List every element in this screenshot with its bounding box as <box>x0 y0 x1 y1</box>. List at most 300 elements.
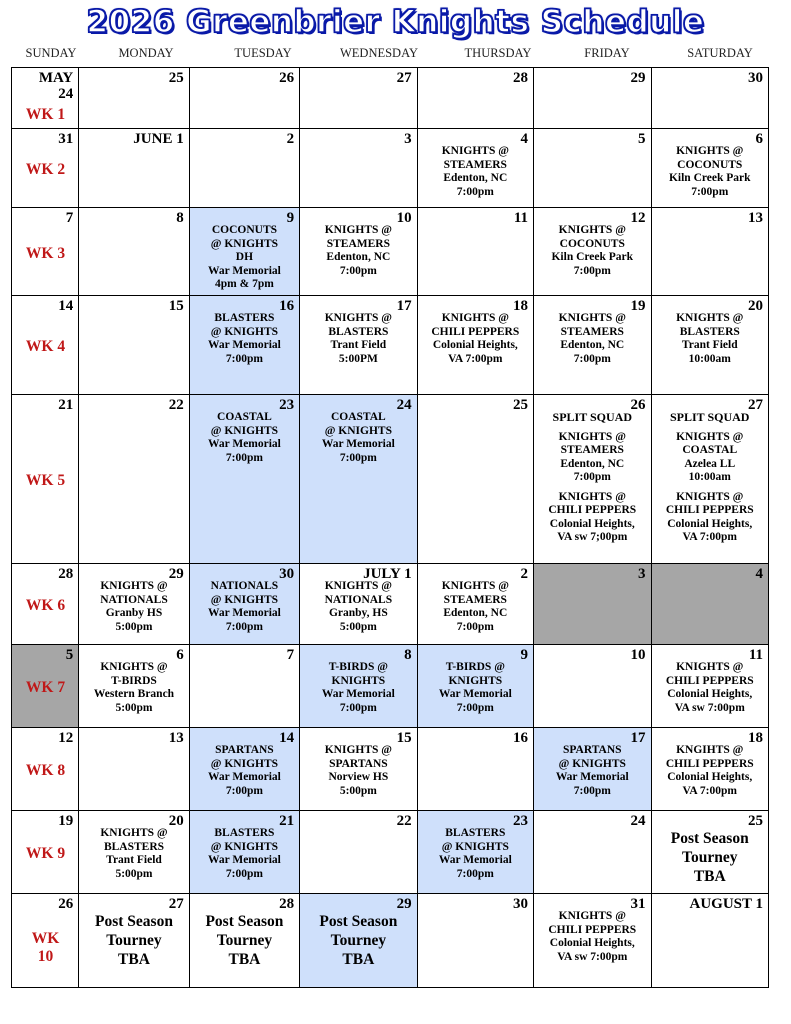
game-line: 4pm & 7pm <box>215 278 274 290</box>
day-cell <box>300 894 417 988</box>
week-row <box>12 564 769 645</box>
game-line: 7:00pm <box>339 264 377 277</box>
game-line: 5:00pm <box>115 701 153 714</box>
game-line: Tourney <box>216 932 273 949</box>
game-line: SPARTANS <box>562 744 622 756</box>
day-cell <box>651 894 769 988</box>
game-line: CHILI PEPPERS <box>548 923 637 936</box>
game-line: 7:00pm <box>456 185 494 198</box>
date-number: 30 <box>748 70 763 86</box>
day-cell <box>189 68 299 129</box>
game-line: 7:00pm <box>573 264 611 277</box>
day-cell <box>651 811 769 894</box>
game-line: Colonial Heights, <box>667 771 753 783</box>
game-info <box>418 564 533 634</box>
game-line: CHILI PEPPERS <box>665 504 754 516</box>
game-line: VA sw 7:00pm <box>557 950 628 963</box>
game-info <box>418 129 533 199</box>
week-label: WK 4 <box>25 338 66 355</box>
game-line: KNIGHTS @ <box>324 312 392 324</box>
date-number: 20 <box>748 298 763 314</box>
date-number: 21 <box>58 397 74 413</box>
game-line: War Memorial <box>438 688 512 700</box>
day-header-sunday: SUNDAY <box>25 46 77 60</box>
game-line: 7:00pm <box>691 185 729 198</box>
game-line: War Memorial <box>207 607 281 619</box>
game-line: @ KNIGHTS <box>210 424 279 437</box>
day-cell <box>417 645 533 728</box>
date-number: 10 <box>630 647 646 663</box>
date-number: 12 <box>630 210 646 226</box>
day-cell <box>300 296 417 395</box>
date-number: 31 <box>630 896 646 912</box>
game-line: KNIGHTS @ <box>558 490 626 503</box>
day-cell <box>12 728 79 811</box>
game-line: War Memorial <box>321 438 395 450</box>
date-number: 27 <box>396 70 412 86</box>
week-row <box>12 645 769 728</box>
game-line: Edenton, NC <box>560 457 625 470</box>
game-line: KNIGHTS @ <box>558 910 626 922</box>
game-line: CHILI PEPPERS <box>665 674 754 687</box>
day-cell <box>417 564 533 645</box>
day-cell <box>534 208 651 296</box>
date-number: 20 <box>168 813 184 829</box>
game-line: @ KNIGHTS <box>210 325 279 338</box>
game-line: 7:00pm <box>225 620 263 633</box>
week-row <box>12 68 769 129</box>
game-line: War Memorial <box>207 339 281 351</box>
game-line: Western Branch <box>93 688 175 700</box>
game-line: KNIGHTS @ <box>558 430 626 443</box>
date-number: 9 <box>520 647 529 663</box>
game-line: 5:00pm <box>115 867 153 880</box>
game-line: War Memorial <box>207 771 281 783</box>
date-number: 28 <box>58 566 74 582</box>
day-cell <box>189 811 299 894</box>
game-line: War Memorial <box>321 688 395 700</box>
game-line: 10:00am <box>688 471 731 483</box>
day-cell <box>300 728 417 811</box>
game-line: KNIGHTS @ <box>558 312 626 324</box>
date-number: 23 <box>513 813 529 829</box>
game-line: SPLIT SQUAD <box>552 410 633 424</box>
game-line: Tourney <box>106 932 162 949</box>
game-line: Colonial Heights, <box>667 517 753 530</box>
day-cell <box>79 68 189 129</box>
game-line: STEAMERS <box>560 325 624 338</box>
date-number: 22 <box>396 813 412 829</box>
week-row <box>12 894 769 988</box>
day-cell <box>651 564 769 645</box>
game-info <box>190 208 299 292</box>
game-info <box>79 645 188 715</box>
day-cell <box>12 564 79 645</box>
game-line: BLASTERS <box>214 312 275 324</box>
game-line: KNIGHTS <box>448 674 503 687</box>
date-number: 26 <box>58 896 74 912</box>
game-line: War Memorial <box>207 438 281 450</box>
game-line: Norview HS <box>328 771 389 783</box>
day-header-saturday: SATURDAY <box>687 46 753 60</box>
game-line: Azelea LL <box>684 457 736 470</box>
day-cell <box>189 728 299 811</box>
game-line: COCONUTS <box>677 158 743 171</box>
game-line: @ KNIGHTS <box>210 757 279 770</box>
day-cell <box>651 68 769 129</box>
day-cell <box>12 645 79 728</box>
game-line: @ KNIGHTS <box>558 757 626 770</box>
game-line: 7:00pm <box>339 701 377 714</box>
day-cell <box>534 564 651 645</box>
game-line: T-BIRDS @ <box>328 661 388 673</box>
game-info <box>418 645 533 715</box>
game-line: KNIGHTS @ <box>676 145 744 157</box>
game-line: BLASTERS <box>328 325 389 338</box>
game-info <box>652 395 769 545</box>
date-number: 7 <box>286 647 295 663</box>
week-label: WK 1 <box>25 106 66 123</box>
date-number: 4 <box>755 566 763 582</box>
date-number: 15 <box>168 298 184 314</box>
game-line: 10:00am <box>688 352 731 365</box>
schedule-calendar <box>11 67 769 988</box>
game-line: KNGIHTS @ <box>676 744 744 756</box>
date-number: 11 <box>748 647 763 663</box>
date-number: 30 <box>513 896 529 912</box>
day-cell <box>534 68 651 129</box>
day-cell <box>651 296 769 395</box>
game-line: Edenton, NC <box>560 339 625 351</box>
game-line: KNIGHTS @ <box>676 312 744 324</box>
date-number: 16 <box>279 298 295 314</box>
day-cell <box>189 645 299 728</box>
game-line: BLASTERS <box>214 827 275 839</box>
date-number: 21 <box>279 813 295 829</box>
schedule-title: 2026 Greenbrier Knights Schedule <box>86 4 705 40</box>
game-line: Post Season <box>95 913 173 930</box>
game-line: War Memorial <box>207 264 281 277</box>
game-line: @ KNIGHTS <box>210 593 279 606</box>
game-line: BLASTERS <box>445 827 506 839</box>
day-cell <box>651 645 769 728</box>
game-line: Trant Field <box>330 339 387 351</box>
day-cell <box>300 129 417 208</box>
day-cell <box>417 894 533 988</box>
game-line: Post Season <box>205 913 284 930</box>
game-line: 7:00pm <box>456 620 494 633</box>
game-line: 7:00pm <box>456 701 494 714</box>
week-row <box>12 129 769 208</box>
game-line: KNIGHTS @ <box>441 312 509 324</box>
game-line: 5:00pm <box>339 620 377 633</box>
day-cell <box>79 811 189 894</box>
date-number: 29 <box>396 896 412 912</box>
day-cell <box>189 564 299 645</box>
game-line: @ KNIGHTS <box>324 424 392 437</box>
week-row <box>12 208 769 296</box>
date-number: 2 <box>520 566 529 582</box>
game-info <box>300 645 416 715</box>
game-line: VA 7:00pm <box>682 784 737 797</box>
game-line: Post Season <box>319 913 398 930</box>
date-number: 8 <box>176 210 184 226</box>
date-number: 25 <box>168 70 184 86</box>
game-line: CHILI PEPPERS <box>665 757 754 770</box>
date-number: 18 <box>748 730 763 746</box>
game-line: TBA <box>342 951 375 968</box>
week-label: WK 3 <box>25 245 66 262</box>
game-line: @ KNIGHTS <box>210 840 279 853</box>
day-cell <box>12 208 79 296</box>
day-cell <box>12 811 79 894</box>
week-row <box>12 296 769 395</box>
date-number: JULY 1 <box>363 566 412 582</box>
day-cell <box>12 129 79 208</box>
game-line: Post Season <box>670 830 749 847</box>
day-cell <box>417 811 533 894</box>
day-cell <box>300 811 417 894</box>
game-line: VA 7:00pm <box>682 531 737 543</box>
game-line: VA sw 7;00pm <box>557 531 628 543</box>
day-header-tuesday: TUESDAY <box>234 46 292 60</box>
day-cell <box>651 129 769 208</box>
day-cell <box>189 129 299 208</box>
day-cell <box>534 728 651 811</box>
date-number: 27 <box>168 896 184 912</box>
game-line: KNIGHTS @ <box>558 224 626 236</box>
date-number: 13 <box>168 730 184 746</box>
date-number: 5 <box>65 647 74 663</box>
day-cell <box>79 728 189 811</box>
game-line: SPARTANS <box>215 744 274 756</box>
game-line: Granby, HS <box>328 607 388 619</box>
game-line: 7:00pm <box>573 471 611 483</box>
date-number: 7 <box>65 210 74 226</box>
game-line: NATIONALS <box>324 593 393 606</box>
game-line: COASTAL <box>217 411 272 423</box>
game-line: STEAMERS <box>326 237 390 250</box>
date-number: 31 <box>58 131 74 147</box>
day-cell <box>417 395 533 564</box>
date-number: 14 <box>279 730 295 746</box>
week-row <box>12 811 769 894</box>
game-line: COCONUTS <box>559 237 625 250</box>
day-cell <box>300 208 417 296</box>
week-label: WK 7 <box>25 679 66 696</box>
date-number: 26 <box>279 70 295 86</box>
game-line: STEAMERS <box>443 158 507 171</box>
day-cell <box>534 894 651 988</box>
game-line: VA 7:00pm <box>448 352 503 365</box>
game-line: KNIGHTS @ <box>324 224 392 236</box>
date-number: 18 <box>513 298 529 314</box>
day-cell <box>79 645 189 728</box>
game-line: CHILI PEPPERS <box>548 504 637 516</box>
date-number: 17 <box>630 730 646 746</box>
game-line: Kiln Creek Park <box>668 172 751 184</box>
date-number: 6 <box>755 131 763 147</box>
day-cell <box>417 296 533 395</box>
game-line: NATIONALS <box>210 580 279 592</box>
date-number: 19 <box>630 298 646 314</box>
day-cell <box>651 728 769 811</box>
game-line: KNIGHTS @ <box>676 490 744 503</box>
date-number: 11 <box>513 210 529 226</box>
date-number: 22 <box>168 397 184 413</box>
game-line: KNIGHTS <box>331 674 386 687</box>
day-cell <box>12 894 79 988</box>
date-number: 30 <box>279 566 295 582</box>
game-line: COASTAL <box>682 444 738 456</box>
game-line: Edenton, NC <box>443 607 508 619</box>
game-line: 7:00pm <box>456 867 494 880</box>
date-number: 24 <box>396 397 412 413</box>
game-line: KNIGHTS @ <box>441 145 509 157</box>
day-cell <box>534 645 651 728</box>
game-line: War Memorial <box>438 854 512 866</box>
game-line: War Memorial <box>207 854 281 866</box>
date-number: 13 <box>748 210 763 226</box>
day-header-friday: FRIDAY <box>584 46 630 60</box>
game-line: KNIGHTS @ <box>100 580 168 592</box>
game-line: STEAMERS <box>560 444 624 456</box>
game-line: COCONUTS <box>211 224 278 236</box>
date-number: 3 <box>638 566 646 582</box>
date-number: 2 <box>286 131 295 147</box>
date-number: 12 <box>58 730 74 746</box>
week-label: WK 2 <box>25 161 66 178</box>
game-line: 7:00pm <box>573 784 611 797</box>
week-label: WK 10 <box>31 930 60 965</box>
date-number: 29 <box>630 70 646 86</box>
date-number: 28 <box>279 896 295 912</box>
game-line: Tourney <box>682 849 738 866</box>
game-line: TBA <box>693 868 726 885</box>
game-line: COASTAL <box>330 411 386 423</box>
game-line: Colonial Heights, <box>549 937 635 949</box>
date-number: 17 <box>396 298 412 314</box>
game-line: 5:00pm <box>339 784 377 797</box>
date-number: 24 <box>630 813 646 829</box>
day-cell <box>534 129 651 208</box>
game-line: @ KNIGHTS <box>441 840 509 853</box>
game-line: T-BIRDS @ <box>445 661 505 673</box>
game-line: VA sw 7:00pm <box>674 701 745 714</box>
day-cell <box>417 129 533 208</box>
game-line: Colonial Heights, <box>432 339 518 351</box>
game-line: Trant Field <box>106 854 162 866</box>
date-number: AUGUST 1 <box>689 896 763 912</box>
week-row <box>12 728 769 811</box>
game-line: KNIGHTS @ <box>441 580 509 592</box>
day-cell <box>534 811 651 894</box>
game-line: 5:00PM <box>338 352 378 365</box>
game-line: KNIGHTS @ <box>676 430 744 443</box>
game-line: Colonial Heights, <box>549 517 635 530</box>
date-number: 26 <box>630 397 646 413</box>
day-cell <box>79 208 189 296</box>
day-header-thursday: THURSDAY <box>464 46 532 60</box>
day-cell <box>79 129 189 208</box>
day-cell <box>189 395 299 564</box>
week-row <box>12 395 769 564</box>
day-cell <box>189 894 299 988</box>
day-cell <box>300 68 417 129</box>
day-cell <box>12 296 79 395</box>
game-line: 7:00pm <box>573 352 611 365</box>
day-cell <box>417 208 533 296</box>
day-header-monday: MONDAY <box>118 46 174 60</box>
day-cell <box>12 68 79 129</box>
game-line: SPLIT SQUAD <box>670 410 750 424</box>
date-number: 19 <box>58 813 74 829</box>
game-line: KNIGHTS @ <box>100 661 168 673</box>
date-number: 4 <box>520 131 529 147</box>
game-line: Trant Field <box>681 339 738 351</box>
game-line: BLASTERS <box>103 840 165 853</box>
date-number: 25 <box>513 397 529 413</box>
game-line: TBA <box>228 951 261 968</box>
date-number: 15 <box>396 730 412 746</box>
game-line: KNIGHTS @ <box>324 580 392 592</box>
game-line: SPARTANS <box>329 757 388 770</box>
date-number: 29 <box>168 566 184 582</box>
day-cell <box>189 208 299 296</box>
date-number: 5 <box>638 131 646 147</box>
day-cell <box>300 645 417 728</box>
day-cell <box>79 894 189 988</box>
game-line: STEAMERS <box>443 593 507 606</box>
date-number: 23 <box>279 397 295 413</box>
game-line: 7:00pm <box>225 451 263 464</box>
game-line: 5:00pm <box>115 620 153 633</box>
day-cell <box>189 296 299 395</box>
date-number: MAY 24 <box>38 70 74 102</box>
day-cell <box>534 296 651 395</box>
date-number: 6 <box>176 647 184 663</box>
game-line: KNIGHTS @ <box>100 827 168 839</box>
date-number: 25 <box>748 813 763 829</box>
game-line: War Memorial <box>555 771 629 783</box>
game-line: Edenton, NC <box>326 251 391 263</box>
day-cell <box>534 395 651 564</box>
game-info <box>534 395 650 545</box>
week-label: WK 5 <box>25 472 66 489</box>
day-cell <box>417 728 533 811</box>
game-line: TBA <box>118 951 150 968</box>
game-line: 7:00pm <box>339 451 377 464</box>
day-cell <box>417 68 533 129</box>
date-number: 27 <box>748 397 763 413</box>
game-line: DH <box>235 251 254 263</box>
date-number: 16 <box>513 730 529 746</box>
game-line: NATIONALS <box>100 593 168 606</box>
day-cell <box>12 395 79 564</box>
game-line: Colonial Heights, <box>667 688 753 700</box>
day-cell <box>651 208 769 296</box>
game-line: CHILI PEPPERS <box>431 325 520 338</box>
day-cell <box>300 564 417 645</box>
game-line: @ KNIGHTS <box>210 237 279 250</box>
game-line: Edenton, NC <box>443 172 508 184</box>
date-number: 14 <box>58 298 74 314</box>
game-line: T-BIRDS <box>111 674 157 687</box>
week-label: WK 9 <box>25 845 66 862</box>
game-line: Kiln Creek Park <box>551 251 634 263</box>
day-cell <box>651 395 769 564</box>
day-cell <box>79 564 189 645</box>
